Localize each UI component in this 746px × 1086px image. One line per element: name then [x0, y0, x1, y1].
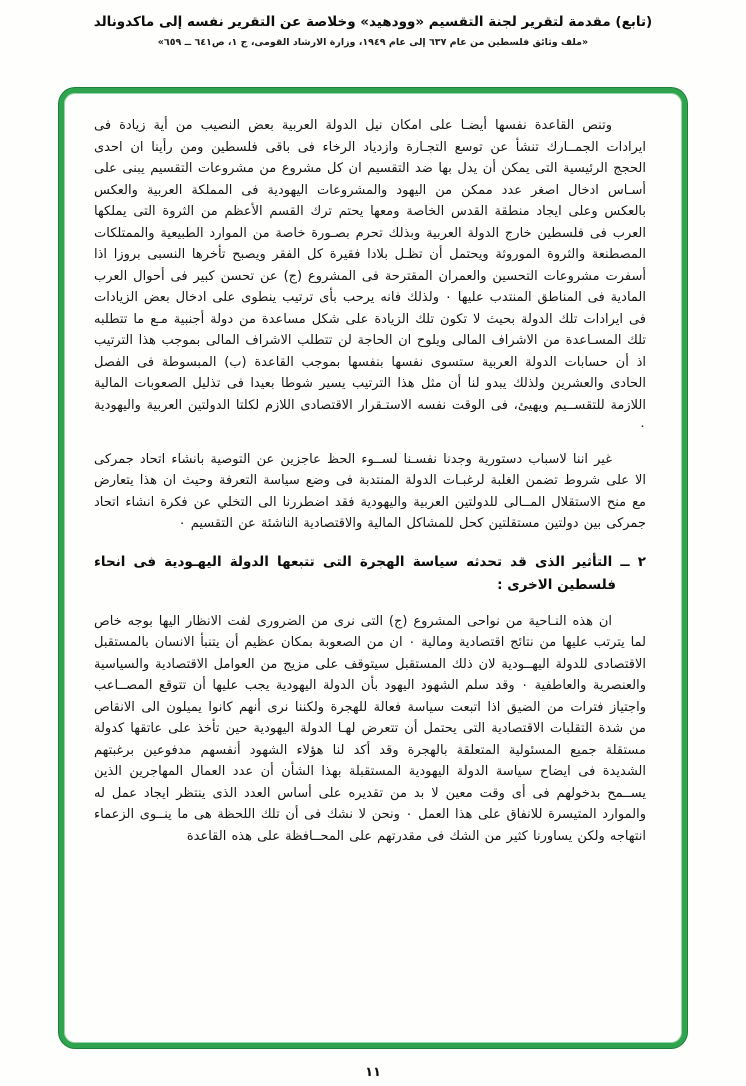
- body-paragraph: غير اننا لاسباب دستورية وجدنا نفسـنا لســوء الحظ عاجزين عن التوصية بانشاء اتحاد جمركى الا على شروط تضمن الغلبة لرغبـات الدولة المنتدبة فى وضع سياسة التعرفة وحيث ان هذا يتعارض مع منح الاستقلال المــالى للدولتين العربية واليهودية فقد اضطررنا الى التخلي عن فكرة انشاء اتحاد جمركى بين دولتين مستقلتين كحل للمشاكل المالية والاقتصادية الناشئة عن التقسيم ٠: [94, 451, 646, 531]
- green-border-frame: [59, 88, 687, 1048]
- page-footer: [0, 1061, 746, 1080]
- body-paragraph: وتنص القاعدة نفسها أيضـا على امكان نيل الدولة العربية بعض النصيب من أية زيادة فى ايرادات الجمــارك تنشأ عن توسع التجـارة وازدياد الرخاء فى باقى فلسطين ومن رأينا ان احدى الحجج الرئيسية التى يمكن أن يدل بها ضد التقسيم ان كل مشروع من مشروعات التقسيم يبنى على أسـاس ادخال اصغر عدد ممكن من اليهود والمشروعات اليهودية فى المملكة العربية والعكس بالعكس وعلى ايجاد منطقة القدس الخاصة ومعها يحتم ترك القسم الأعظم من الثروة التى يملكها العرب فى فلسطين خارج الدولة العربية وبذلك تحرم بصـورة خاصة من الموارد الطبيعية والممتلكات المصطنعة والثروة الموروثة ويحتمل أن تظـل بلادا فقيرة كل الفقر ويصبح تأخرها النسبى بروزا اذا أسفرت مشروعات التحسين والعمران المقترحة فى المشروع (ج) عن تحسن كبير فى أحوال العرب المادية فى المناطق المنتدب عليها ٠ ولذلك فانه يرحب بأى ترتيب ينطوى على ادخال بعض الزيادات فى ايرادات تلك الدولة بحيث لا تكون تلك الزيادة على شكل مساعدة من دولة أجنبية مـع ما تتطلبه تلك المسـاعدة من الاشراف المالى ويلوح ان الحاجة لن تتطلب الاشراف المالى بموجب هذا الترتيب اذ أن حسابات الدولة العربية ستسوى نفسها بنفسها بموجب القاعدة (ب) المبسوطة فى الفصل الحادى والعشرين ولذلك يبدو لنا أن مثل هذا الترتيب يسير شوطا بعيدا فى تذليل الصعوبات المالية اللازمة للتقســيم ويهيئ، فى الوقت نفسه الاستـقرار الاقتصادى اللازم لكلتا الدولتين العربية واليهودية ٠: [94, 118, 647, 434]
- page-number: ١١: [365, 1065, 381, 1080]
- section-heading: ٢ ــ التأثير الذى قد تحدثه سياسة الهجرة التى تتبعها الدولة اليهـودية فى انحاء فلسطين الاخرى :: [94, 553, 646, 593]
- body-paragraph: ان هذه النـاحية من نواحى المشروع (ج) التى نرى من الضرورى لفت الانظار اليها بوجه خاص لما يترتب عليها من نتائج اقتصادية ومالية ٠ ان من الصعوبة بمكان عظيم أن يتنبأ الانسان بالمستقبل الاقتصادى للدولة اليهــودية لان ذلك المستقبل سيتوقف على مزيج من العوامل الاقتصادية والسياسية والعنصرية والعاطفية ٠ وقد سلم الشهود اليهود بأن الدولة اليهودية يجب عليها أن تتوقع المصــاعب واجتياز فترات من الضيق اذا اتبعت سياسة فعالة للهجرة ولكننا نرى أنهم كانوا يميلون الى الانقاص من شدة التقلبات الاقتصادية التى يحتمل أن تتعرض لهـا الدولة اليهودية حين تأخذ على عاتقها كدولة مستقلة جميع المسئولية المتعلقة بالهجرة وقد أكد لنا هؤلاء الشهود أنفسهم مدفوعين برغبتهم الشديدة فى ايضاح سياسة الدولة اليهودية المستقبلة بهذا الشأن أن عدد العمال المهاجرين الذين يســمح بدخولهم فى أى وقت معين لا بد من تقديره على أساس العدد الذى ينتظر ايجاد عمل له والموارد المتيسرة للانفاق على هذا العمل ٠ ونحن لا نشك فى أن تلك اللحظة هى ما ينــوى الزعماء انتهاجه ولكن يساورنا كثير من الشك فى مقدرتهم على المحــافظة على هذه القاعدة: [94, 613, 647, 844]
- page-title: (تابع) مقدمة لتقرير لجنة التقسيم «وودهيد» وخلاصة عن التقرير نفسه إلى ماكدونالد: [93, 14, 653, 30]
- document-header: [0, 0, 746, 49]
- source-citation: «ملف وثائق فلسطين من عام ٦٣٧ إلى عام ١٩٤٩، وزارة الارشاد القومى، ج ١، ص٦٤١ ــ ٦٥٩»: [157, 37, 589, 48]
